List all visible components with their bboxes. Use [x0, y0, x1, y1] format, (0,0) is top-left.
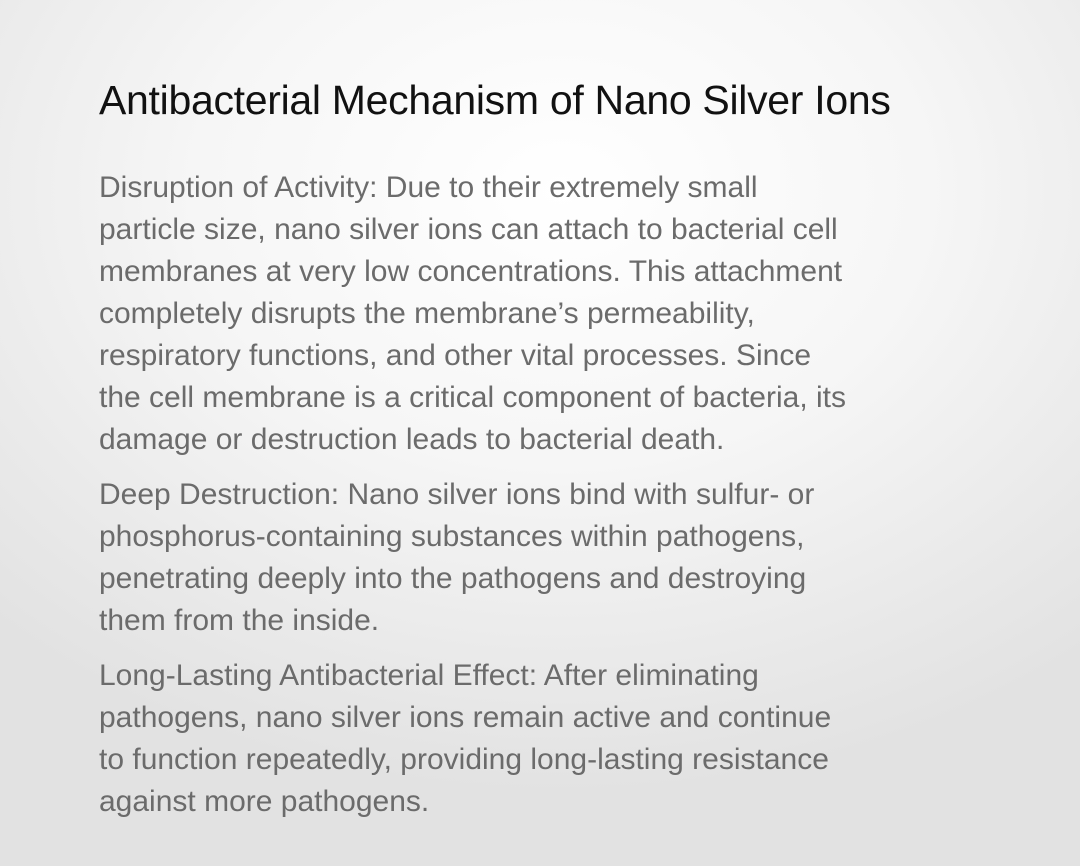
- paragraph-line: completely disrupts the membrane’s permeability,: [99, 297, 755, 330]
- paragraph-line: Long-Lasting Antibacterial Effect: After eliminating: [99, 659, 759, 692]
- paragraph-line: pathogens, nano silver ions remain active and continue: [99, 701, 832, 734]
- paragraph-line: particle size, nano silver ions can attach to bacterial cell: [99, 213, 838, 246]
- paragraph-deep-destruction: [99, 474, 999, 642]
- paragraph-long-lasting-effect: [99, 655, 999, 823]
- paragraph-line: to function repeatedly, providing long-lasting resistance: [99, 743, 829, 776]
- paragraph-line: Disruption of Activity: Due to their extremely small: [99, 171, 758, 204]
- paragraph-line: them from the inside.: [99, 604, 380, 637]
- paragraph-line: membranes at very low concentrations. This attachment: [99, 255, 843, 288]
- paragraph-disruption-of-activity: [99, 167, 999, 461]
- slide-body: [99, 167, 999, 836]
- paragraph-line: respiratory functions, and other vital processes. Since: [99, 339, 812, 372]
- paragraph-line: against more pathogens.: [99, 785, 430, 818]
- slide-title: Antibacterial Mechanism of Nano Silver Ions: [99, 77, 891, 123]
- paragraph-line: damage or destruction leads to bacterial death.: [99, 423, 725, 456]
- paragraph-line: phosphorus-containing substances within pathogens,: [99, 520, 805, 553]
- paragraph-line: the cell membrane is a critical component of bacteria, its: [99, 381, 846, 414]
- paragraph-line: penetrating deeply into the pathogens and destroying: [99, 562, 807, 595]
- paragraph-line: Deep Destruction: Nano silver ions bind with sulfur- or: [99, 478, 815, 511]
